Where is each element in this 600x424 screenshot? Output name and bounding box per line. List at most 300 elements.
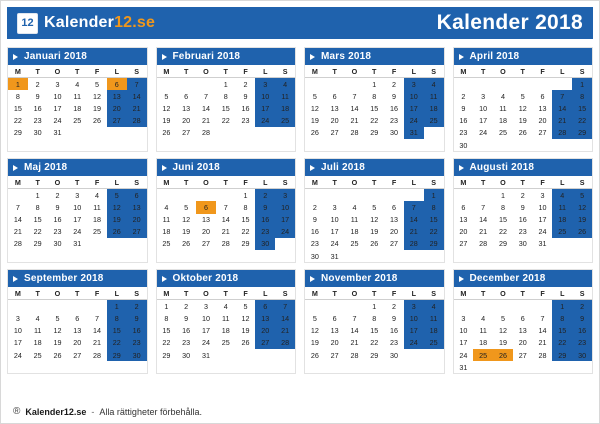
day-cell[interactable]: 5 [520, 91, 525, 101]
day-cell[interactable]: 11 [479, 326, 487, 336]
day-cell[interactable]: 26 [370, 239, 379, 249]
day-cell[interactable]: 1 [372, 79, 377, 89]
day-cell[interactable]: 16 [518, 215, 527, 225]
day-cell[interactable]: 4 [35, 314, 40, 324]
day-cell[interactable]: 11 [222, 314, 230, 324]
day-cell[interactable]: 24 [538, 227, 547, 237]
day-cell[interactable]: 4 [75, 79, 80, 89]
day-cell[interactable]: 11 [424, 312, 444, 324]
day-cell[interactable]: 6 [75, 314, 80, 324]
day-cell[interactable]: 2 [184, 301, 189, 311]
day-cell[interactable]: 6 [255, 300, 275, 313]
day-cell[interactable]: 22 [552, 337, 572, 349]
day-cell[interactable]: 12 [370, 215, 379, 225]
day-cell[interactable]: 15 [370, 103, 379, 113]
day-cell[interactable]: 9 [572, 312, 592, 324]
day-cell[interactable]: 12 [93, 91, 102, 101]
day-cell[interactable]: 5 [572, 189, 592, 202]
day-cell[interactable]: 1 [164, 301, 169, 311]
day-cell[interactable]: 28 [127, 115, 147, 127]
day-cell[interactable]: 15 [13, 103, 22, 113]
day-cell[interactable]: 1 [243, 190, 248, 200]
day-cell[interactable]: 23 [53, 227, 62, 237]
day-cell[interactable]: 27 [518, 350, 527, 360]
day-cell[interactable]: 9 [35, 91, 40, 101]
day-cell[interactable]: 15 [552, 325, 572, 337]
day-cell[interactable]: 18 [424, 102, 444, 114]
day-cell[interactable]: 19 [162, 116, 171, 126]
footer-site-name[interactable]: Kalender12.se [25, 406, 87, 417]
day-cell[interactable]: 24 [201, 338, 210, 348]
day-cell[interactable]: 13 [330, 326, 339, 336]
day-cell[interactable]: 3 [75, 190, 80, 200]
day-cell[interactable]: 16 [310, 227, 319, 237]
day-cell[interactable]: 13 [182, 103, 191, 113]
day-cell[interactable]: 11 [499, 103, 507, 113]
day-cell[interactable]: 7 [404, 201, 424, 213]
day-cell[interactable]: 9 [392, 314, 397, 324]
day-cell[interactable]: 12 [310, 326, 319, 336]
day-cell[interactable]: 14 [127, 90, 147, 102]
day-cell[interactable]: 21 [127, 102, 147, 114]
day-cell[interactable]: 11 [93, 202, 101, 212]
day-cell[interactable]: 26 [310, 350, 319, 360]
day-cell[interactable]: 31 [330, 251, 339, 261]
day-cell[interactable]: 18 [33, 338, 42, 348]
day-cell[interactable]: 13 [459, 215, 468, 225]
day-cell[interactable]: 14 [552, 102, 572, 114]
day-cell[interactable]: 3 [15, 314, 20, 324]
day-cell[interactable]: 30 [390, 128, 399, 138]
day-cell[interactable]: 5 [312, 314, 317, 324]
day-cell[interactable]: 24 [404, 115, 424, 127]
day-cell[interactable]: 26 [107, 226, 127, 238]
day-cell[interactable]: 11 [552, 201, 572, 213]
day-cell[interactable]: 14 [221, 215, 230, 225]
day-cell[interactable]: 14 [201, 103, 210, 113]
day-cell[interactable]: 14 [538, 326, 547, 336]
day-cell[interactable]: 13 [107, 90, 127, 102]
day-cell[interactable]: 2 [312, 202, 317, 212]
day-cell[interactable]: 30 [518, 239, 527, 249]
day-cell[interactable]: 28 [93, 350, 102, 360]
day-cell[interactable]: 14 [404, 214, 424, 226]
day-cell[interactable]: 8 [223, 91, 228, 101]
day-cell[interactable]: 6 [184, 91, 189, 101]
day-cell[interactable]: 14 [350, 103, 359, 113]
day-cell[interactable]: 21 [275, 325, 295, 337]
day-cell[interactable]: 8 [372, 314, 377, 324]
day-cell[interactable]: 11 [33, 326, 42, 336]
day-cell[interactable]: 3 [540, 190, 545, 200]
day-cell[interactable]: 15 [33, 215, 42, 225]
day-cell[interactable]: 8 [243, 202, 248, 212]
day-cell[interactable]: 22 [498, 227, 507, 237]
day-cell[interactable]: 31 [538, 239, 547, 249]
day-cell[interactable]: 2 [392, 79, 397, 89]
day-cell[interactable]: 5 [243, 301, 248, 311]
day-cell[interactable]: 19 [310, 338, 319, 348]
day-cell[interactable]: 1 [424, 189, 444, 202]
day-cell[interactable]: 20 [518, 338, 527, 348]
day-cell[interactable]: 3 [203, 301, 208, 311]
day-cell[interactable]: 20 [201, 227, 210, 237]
day-cell[interactable]: 5 [312, 91, 317, 101]
day-cell[interactable]: 3 [481, 91, 486, 101]
day-cell[interactable]: 25 [162, 239, 171, 249]
day-cell[interactable]: 13 [538, 103, 547, 113]
day-cell[interactable]: 23 [459, 128, 468, 138]
day-cell[interactable]: 5 [372, 202, 377, 212]
day-cell[interactable]: 3 [404, 300, 424, 313]
day-cell[interactable]: 15 [107, 325, 127, 337]
day-cell[interactable]: 30 [127, 349, 147, 361]
day-cell[interactable]: 28 [479, 239, 488, 249]
day-cell[interactable]: 10 [13, 326, 22, 336]
day-cell[interactable]: 2 [243, 79, 248, 89]
day-cell[interactable]: 29 [370, 128, 379, 138]
day-cell[interactable]: 18 [275, 102, 295, 114]
day-cell[interactable]: 12 [162, 103, 171, 113]
day-cell[interactable]: 19 [572, 214, 592, 226]
day-cell[interactable]: 25 [93, 227, 102, 237]
day-cell[interactable]: 13 [127, 201, 147, 213]
day-cell[interactable]: 18 [162, 227, 171, 237]
day-cell[interactable]: 16 [390, 326, 399, 336]
day-cell[interactable]: 21 [404, 226, 424, 238]
day-cell[interactable]: 3 [255, 78, 275, 91]
day-cell[interactable]: 10 [404, 90, 424, 102]
day-cell[interactable]: 4 [95, 190, 100, 200]
day-cell[interactable]: 3 [275, 189, 295, 202]
day-cell[interactable]: 20 [127, 214, 147, 226]
day-cell[interactable]: 28 [552, 127, 572, 139]
day-cell[interactable]: 31 [459, 362, 468, 372]
day-cell[interactable]: 1 [500, 190, 505, 200]
day-cell[interactable]: 5 [107, 189, 127, 202]
day-cell[interactable]: 20 [390, 227, 399, 237]
day-cell[interactable]: 23 [255, 226, 275, 238]
day-cell[interactable]: 13 [330, 103, 339, 113]
day-cell[interactable]: 10 [404, 312, 424, 324]
day-cell[interactable]: 24 [459, 350, 468, 360]
day-cell[interactable]: 25 [473, 349, 493, 361]
day-cell[interactable]: 21 [93, 338, 102, 348]
day-cell[interactable]: 10 [275, 201, 295, 213]
day-cell[interactable]: 29 [370, 350, 379, 360]
day-cell[interactable]: 7 [127, 78, 147, 91]
day-cell[interactable]: 20 [107, 102, 127, 114]
day-cell[interactable]: 22 [162, 338, 171, 348]
day-cell[interactable]: 3 [55, 79, 60, 89]
day-cell[interactable]: 29 [424, 238, 444, 250]
day-cell[interactable]: 20 [330, 116, 339, 126]
day-cell[interactable]: 2 [255, 189, 275, 202]
day-cell[interactable]: 1 [8, 78, 28, 91]
day-cell[interactable]: 17 [275, 214, 295, 226]
day-cell[interactable]: 23 [182, 338, 191, 348]
day-cell[interactable]: 22 [241, 227, 250, 237]
day-cell[interactable]: 28 [538, 350, 547, 360]
day-cell[interactable]: 6 [392, 202, 397, 212]
day-cell[interactable]: 12 [572, 201, 592, 213]
day-cell[interactable]: 30 [390, 350, 399, 360]
day-cell[interactable]: 17 [479, 116, 488, 126]
day-cell[interactable]: 30 [310, 251, 319, 261]
day-cell[interactable]: 29 [107, 349, 127, 361]
day-cell[interactable]: 25 [424, 337, 444, 349]
day-cell[interactable]: 24 [13, 350, 22, 360]
day-cell[interactable]: 22 [107, 337, 127, 349]
day-cell[interactable]: 2 [127, 300, 147, 313]
day-cell[interactable]: 23 [33, 116, 42, 126]
day-cell[interactable]: 15 [241, 215, 250, 225]
day-cell[interactable]: 26 [182, 239, 191, 249]
day-cell[interactable]: 31 [53, 128, 62, 138]
day-cell[interactable]: 12 [241, 314, 250, 324]
day-cell[interactable]: 27 [330, 350, 339, 360]
day-cell[interactable]: 10 [201, 314, 210, 324]
day-cell[interactable]: 12 [498, 326, 507, 336]
day-cell[interactable]: 12 [518, 103, 527, 113]
day-cell[interactable]: 2 [392, 301, 397, 311]
day-cell[interactable]: 16 [127, 325, 147, 337]
day-cell[interactable]: 24 [53, 116, 62, 126]
day-cell[interactable]: 8 [164, 314, 169, 324]
day-cell[interactable]: 4 [424, 78, 444, 91]
day-cell[interactable]: 4 [275, 78, 295, 91]
day-cell[interactable]: 26 [310, 128, 319, 138]
day-cell[interactable]: 4 [481, 314, 486, 324]
day-cell[interactable]: 18 [73, 103, 82, 113]
day-cell[interactable]: 14 [93, 326, 102, 336]
day-cell[interactable]: 20 [73, 338, 82, 348]
day-cell[interactable]: 9 [312, 215, 317, 225]
day-cell[interactable]: 8 [572, 90, 592, 102]
day-cell[interactable]: 13 [518, 326, 527, 336]
day-cell[interactable]: 30 [182, 350, 191, 360]
day-cell[interactable]: 8 [107, 312, 127, 324]
day-cell[interactable]: 11 [73, 91, 81, 101]
day-cell[interactable]: 12 [182, 215, 191, 225]
day-cell[interactable]: 5 [164, 91, 169, 101]
day-cell[interactable]: 27 [459, 239, 468, 249]
day-cell[interactable]: 17 [538, 215, 547, 225]
brand[interactable] [17, 13, 155, 34]
day-cell[interactable]: 20 [538, 116, 547, 126]
day-cell[interactable]: 18 [479, 338, 488, 348]
day-cell[interactable]: 2 [520, 190, 525, 200]
day-cell[interactable]: 18 [350, 227, 359, 237]
day-cell[interactable]: 15 [162, 326, 171, 336]
day-cell[interactable]: 3 [461, 314, 466, 324]
day-cell[interactable]: 26 [93, 116, 102, 126]
day-cell[interactable]: 25 [221, 338, 230, 348]
day-cell[interactable]: 17 [13, 338, 22, 348]
day-cell[interactable]: 11 [275, 90, 295, 102]
day-cell[interactable]: 10 [73, 202, 82, 212]
day-cell[interactable]: 13 [255, 312, 275, 324]
day-cell[interactable]: 19 [93, 103, 102, 113]
day-cell[interactable]: 10 [255, 90, 275, 102]
day-cell[interactable]: 7 [352, 314, 357, 324]
day-cell[interactable]: 21 [538, 338, 547, 348]
day-cell[interactable]: 21 [350, 116, 359, 126]
day-cell[interactable]: 30 [255, 238, 275, 250]
day-cell[interactable]: 10 [479, 103, 488, 113]
day-cell[interactable]: 2 [461, 91, 466, 101]
day-cell[interactable]: 7 [552, 90, 572, 102]
day-cell[interactable]: 8 [424, 201, 444, 213]
day-cell[interactable]: 4 [352, 202, 357, 212]
day-cell[interactable]: 9 [255, 201, 275, 213]
day-cell[interactable]: 15 [498, 215, 507, 225]
day-cell[interactable]: 28 [221, 239, 230, 249]
day-cell[interactable]: 25 [552, 226, 572, 238]
day-cell[interactable]: 25 [498, 128, 507, 138]
day-cell[interactable]: 17 [459, 338, 468, 348]
day-cell[interactable]: 24 [479, 128, 488, 138]
day-cell[interactable]: 27 [255, 337, 275, 349]
day-cell[interactable]: 13 [390, 215, 399, 225]
day-cell[interactable]: 17 [255, 102, 275, 114]
day-cell[interactable]: 6 [196, 201, 216, 213]
day-cell[interactable]: 30 [459, 140, 468, 150]
day-cell[interactable]: 21 [221, 227, 230, 237]
day-cell[interactable]: 22 [572, 115, 592, 127]
day-cell[interactable]: 29 [13, 128, 22, 138]
day-cell[interactable]: 7 [223, 202, 228, 212]
day-cell[interactable]: 21 [479, 227, 488, 237]
day-cell[interactable]: 4 [500, 91, 505, 101]
day-cell[interactable]: 28 [275, 337, 295, 349]
day-cell[interactable]: 1 [552, 300, 572, 313]
day-cell[interactable]: 18 [498, 116, 507, 126]
day-cell[interactable]: 28 [404, 238, 424, 250]
day-cell[interactable]: 16 [33, 103, 42, 113]
day-cell[interactable]: 27 [73, 350, 82, 360]
day-cell[interactable]: 14 [350, 326, 359, 336]
day-cell[interactable]: 22 [221, 116, 230, 126]
day-cell[interactable]: 16 [182, 326, 191, 336]
day-cell[interactable]: 9 [392, 91, 397, 101]
day-cell[interactable]: 20 [330, 338, 339, 348]
day-cell[interactable]: 17 [404, 325, 424, 337]
day-cell[interactable]: 8 [15, 91, 20, 101]
day-cell[interactable]: 29 [162, 350, 171, 360]
day-cell[interactable]: 7 [15, 202, 20, 212]
day-cell[interactable]: 15 [572, 102, 592, 114]
day-cell[interactable]: 14 [275, 312, 295, 324]
day-cell[interactable]: 23 [572, 337, 592, 349]
day-cell[interactable]: 28 [350, 350, 359, 360]
day-cell[interactable]: 26 [493, 349, 513, 361]
day-cell[interactable]: 22 [424, 226, 444, 238]
day-cell[interactable]: 20 [459, 227, 468, 237]
day-cell[interactable]: 10 [538, 202, 547, 212]
day-cell[interactable]: 2 [55, 190, 60, 200]
day-cell[interactable]: 28 [201, 128, 210, 138]
day-cell[interactable]: 30 [33, 128, 42, 138]
day-cell[interactable]: 22 [370, 338, 379, 348]
day-cell[interactable]: 2 [35, 79, 40, 89]
day-cell[interactable]: 17 [73, 215, 82, 225]
day-cell[interactable]: 9 [55, 202, 60, 212]
day-cell[interactable]: 11 [350, 215, 359, 225]
day-cell[interactable]: 17 [53, 103, 62, 113]
day-cell[interactable]: 19 [310, 116, 319, 126]
day-cell[interactable]: 20 [182, 116, 191, 126]
day-cell[interactable]: 27 [390, 239, 399, 249]
day-cell[interactable]: 6 [461, 202, 466, 212]
day-cell[interactable]: 4 [223, 301, 228, 311]
day-cell[interactable]: 25 [275, 115, 295, 127]
day-cell[interactable]: 11 [162, 215, 171, 225]
day-cell[interactable]: 11 [424, 90, 444, 102]
day-cell[interactable]: 29 [498, 239, 507, 249]
day-cell[interactable]: 17 [404, 102, 424, 114]
day-cell[interactable]: 26 [162, 128, 171, 138]
day-cell[interactable]: 7 [481, 202, 486, 212]
day-cell[interactable]: 25 [73, 116, 82, 126]
day-cell[interactable]: 20 [255, 325, 275, 337]
day-cell[interactable]: 4 [424, 300, 444, 313]
day-cell[interactable]: 21 [201, 116, 210, 126]
day-cell[interactable]: 25 [424, 115, 444, 127]
day-cell[interactable]: 12 [53, 326, 62, 336]
day-cell[interactable]: 30 [53, 239, 62, 249]
day-cell[interactable]: 7 [203, 91, 208, 101]
day-cell[interactable]: 3 [404, 78, 424, 91]
day-cell[interactable]: 23 [310, 239, 319, 249]
day-cell[interactable]: 24 [73, 227, 82, 237]
day-cell[interactable]: 7 [95, 314, 100, 324]
day-cell[interactable]: 4 [552, 189, 572, 202]
day-cell[interactable]: 7 [352, 91, 357, 101]
day-cell[interactable]: 26 [572, 226, 592, 238]
day-cell[interactable]: 6 [107, 78, 127, 91]
day-cell[interactable]: 18 [552, 214, 572, 226]
day-cell[interactable]: 10 [53, 91, 62, 101]
day-cell[interactable]: 26 [518, 128, 527, 138]
day-cell[interactable]: 27 [107, 115, 127, 127]
day-cell[interactable]: 5 [184, 202, 189, 212]
day-cell[interactable]: 18 [221, 326, 230, 336]
day-cell[interactable]: 3 [332, 202, 337, 212]
day-cell[interactable]: 8 [500, 202, 505, 212]
day-cell[interactable]: 19 [518, 116, 527, 126]
day-cell[interactable]: 27 [201, 239, 210, 249]
day-cell[interactable]: 19 [241, 326, 250, 336]
day-cell[interactable]: 6 [127, 189, 147, 202]
day-cell[interactable]: 5 [500, 314, 505, 324]
day-cell[interactable]: 2 [572, 300, 592, 313]
day-cell[interactable]: 19 [182, 227, 191, 237]
day-cell[interactable]: 23 [241, 116, 250, 126]
day-cell[interactable]: 18 [93, 215, 102, 225]
day-cell[interactable]: 27 [127, 226, 147, 238]
day-cell[interactable]: 27 [538, 128, 547, 138]
day-cell[interactable]: 10 [459, 326, 468, 336]
day-cell[interactable]: 6 [540, 91, 545, 101]
day-cell[interactable]: 24 [404, 337, 424, 349]
day-cell[interactable]: 5 [55, 314, 60, 324]
day-cell[interactable]: 21 [552, 115, 572, 127]
day-cell[interactable]: 13 [201, 215, 210, 225]
day-cell[interactable]: 22 [33, 227, 42, 237]
day-cell[interactable]: 1 [372, 301, 377, 311]
day-cell[interactable]: 24 [275, 226, 295, 238]
